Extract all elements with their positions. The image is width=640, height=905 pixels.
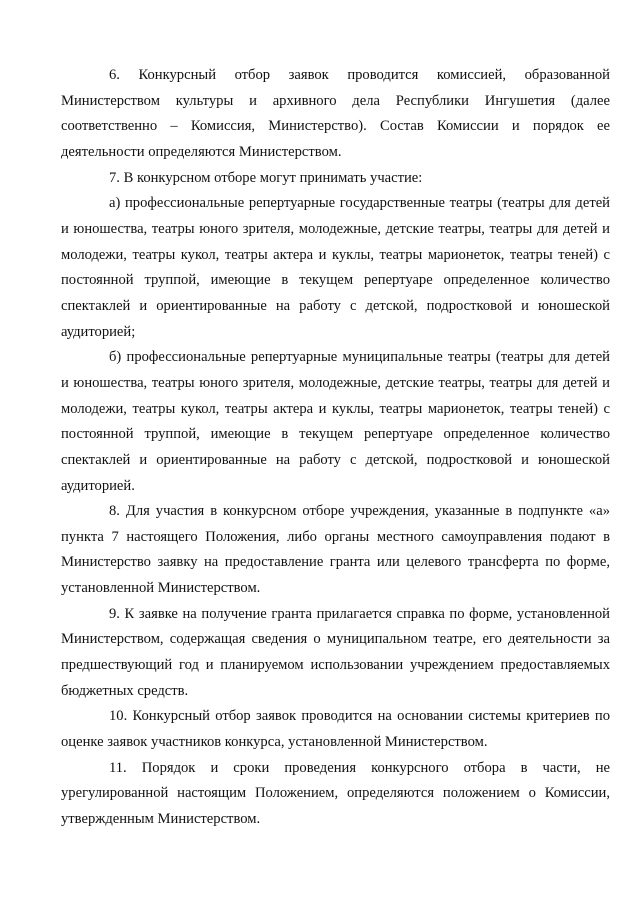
paragraph-8: 8. Для участия в конкурсном отборе учреждения, указанные в подпункте «а» пункта 7 настоящего Положения, либо органы местного самоуправления подают в Министерство заявку на предоставление гранта или целевого трансферта по форме, установленной Министерством. — [61, 503, 610, 597]
paragraph-9: 9. К заявке на получение гранта прилагается справка по форме, установленной Министерством, содержащая сведения о муниципальном театре, его деятельности за предшествующий год и планируемом использовании учреждением предоставляемых бюджетных средств. — [61, 605, 610, 699]
document-body — [61, 63, 610, 833]
paragraph-11: 11. Порядок и сроки проведения конкурсного отбора в части, не урегулированной настоящим Положением, определяются положением о Комиссии, утвержденным Министерством. — [61, 759, 610, 828]
paragraph-10: 10. Конкурсный отбор заявок проводится на основании системы критериев по оценке заявок участников конкурса, установленной Министерством. — [61, 708, 610, 751]
paragraph-7b: б) профессиональные репертуарные муниципальные театры (театры для детей и юношества, театры юного зрителя, молодежные, детские театры, театры для детей и молодежи, театры кукол, театры актера и куклы, театры марионеток, театры теней) с постоянной труппой, имеющие в текущем репертуаре определенное количество спектаклей и ориентированные на работу с детской, подростковой и юношеской аудиторией. — [61, 349, 610, 494]
paragraph-7a: а) профессиональные репертуарные государственные театры (театры для детей и юношества, театры юного зрителя, молодежные, детские театры, театры для детей и молодежи, театры кукол, театры актера и куклы, театры марионеток, театры теней) с постоянной труппой, имеющие в текущем репертуаре определенное количество спектаклей и ориентированные на работу с детской, подростковой и юношеской аудиторией; — [61, 195, 610, 340]
paragraph-6: 6. Конкурсный отбор заявок проводится комиссией, образованной Министерством культуры и архивного дела Республики Ингушетия (далее соответственно – Комиссия, Министерство). Состав Комиссии и порядок ее деятельности определяются Министерством. — [61, 67, 610, 160]
paragraph-7: 7. В конкурсном отборе могут принимать участие: — [109, 169, 423, 186]
